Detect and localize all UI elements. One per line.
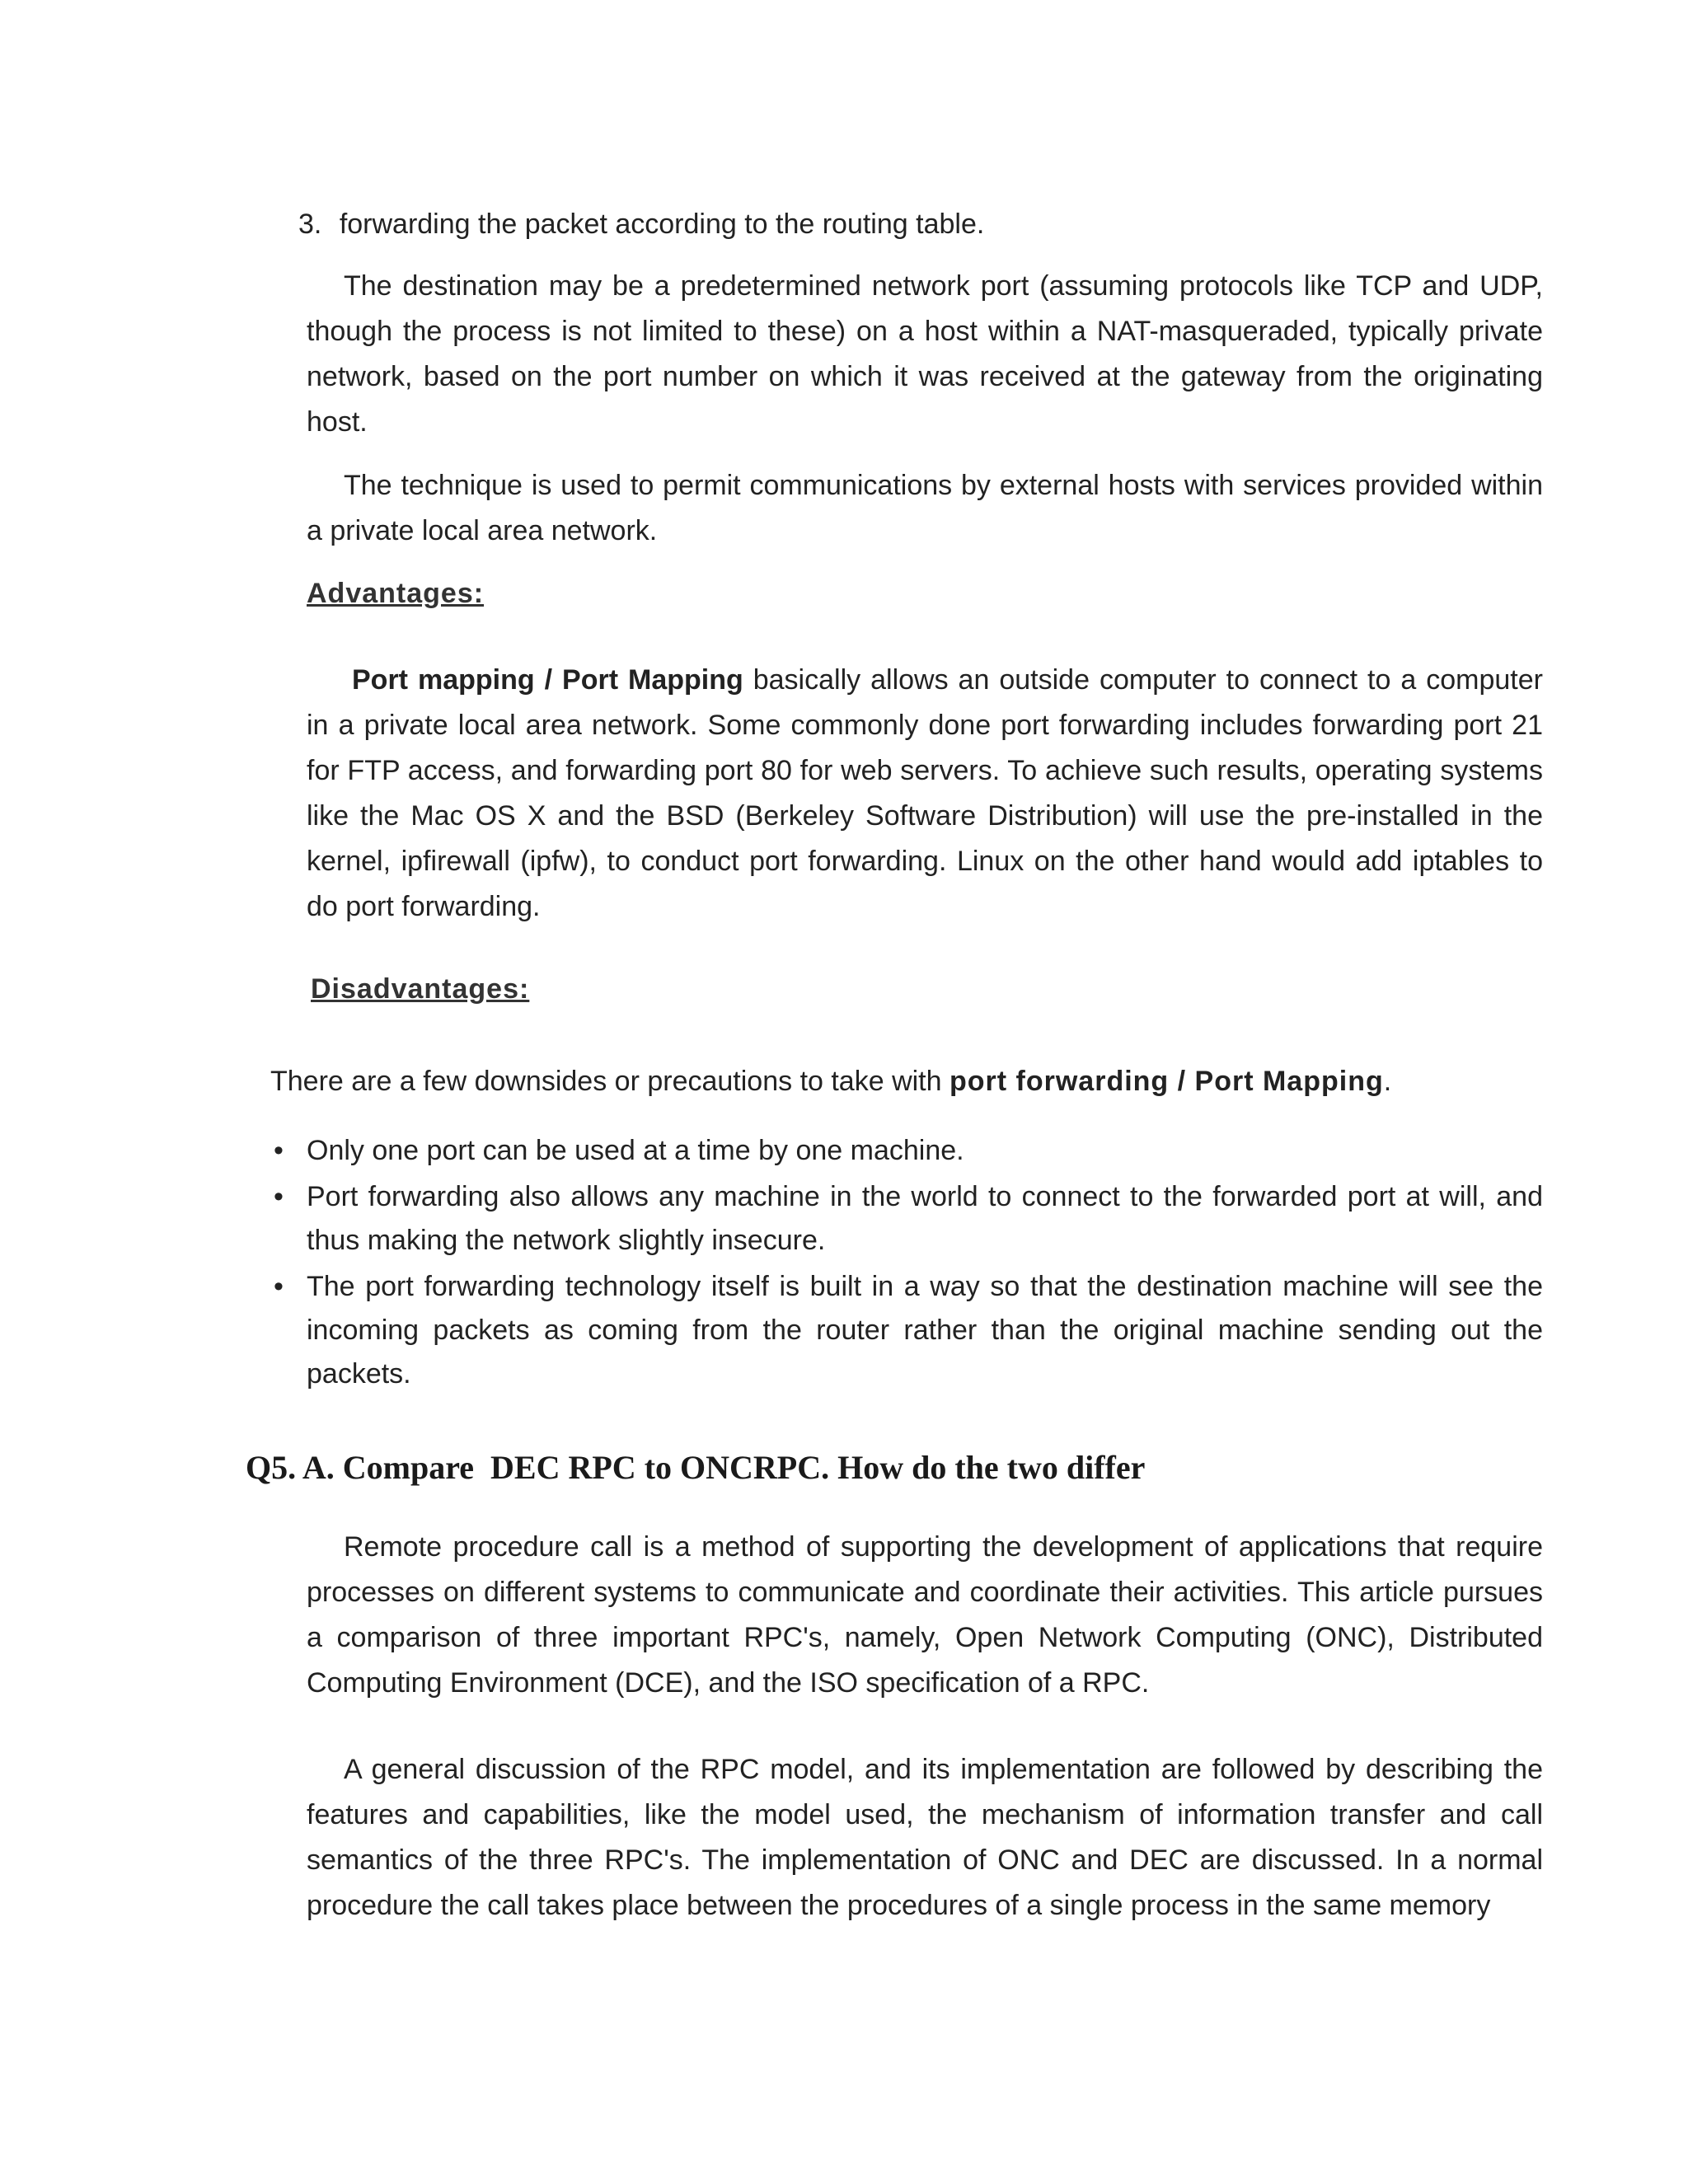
- list-item: [274, 1175, 1543, 1263]
- bullet-icon: •: [274, 1181, 284, 1212]
- bullet-icon: •: [274, 1271, 284, 1302]
- advantages-paragraph: [307, 658, 1543, 930]
- list-number: 3.: [298, 209, 322, 240]
- q5-paragraph-1: Remote procedure call is a method of supporting the development of applications that require processes on different systems to communicate and coordinate their activities. This article pursues a comparison of three important RPC's, namely, Open Network Computing (ONC), Distributed Computing Environment (DCE), and the ISO specification of a RPC.: [307, 1531, 1543, 1699]
- advantages-body: basically allows an outside computer to connect to a computer in a private local area network. Some commonly done port forwarding includes forwarding port 21 for FTP access, and forwarding port 80 for web servers. To achieve such results, operating systems like the Mac OS X and the BSD (Berkeley Software Distribution) will use the pre-installed in the kernel, ipfirewall (ipfw), to conduct port forwarding. Linux on the other hand would add iptables to do port forwarding.: [307, 664, 1543, 922]
- disadvantages-list: [274, 1129, 1543, 1399]
- q5-paragraph-2: A general discussion of the RPC model, and its implementation are followed by describing the features and capabilities, like the model used, the mechanism of information transfer and call semantics of the three RPC's. The implementation of ONC and DEC are discussed. In a normal procedure the call takes place between the procedures of a single process in the same memory: [307, 1754, 1543, 1921]
- list-item-text: The port forwarding technology itself is built in a way so that the destination machine will see the incoming packets as coming from the router rather than the original machine sending out the packets.: [307, 1271, 1543, 1390]
- list-item-text: forwarding the packet according to the routing table.: [339, 209, 985, 240]
- list-item-text: Only one port can be used at a time by one machine.: [307, 1135, 964, 1166]
- list-item-text: Port forwarding also allows any machine in the world to connect to the forwarded port at will, and thus making the network slightly insecure.: [307, 1181, 1543, 1256]
- question-heading: Q5. A. Compare DEC RPC to ONCRPC. How do the two differ: [246, 1449, 1146, 1486]
- list-item: [274, 1129, 1543, 1173]
- advantages-heading: Advantages:: [307, 578, 485, 609]
- disadvantages-heading: Disadvantages:: [311, 973, 530, 1005]
- bullet-icon: •: [274, 1135, 284, 1166]
- list-item: [274, 1265, 1543, 1396]
- disadvantages-intro-text: There are a few downsides or precautions to take with: [270, 1066, 950, 1097]
- paragraph-destination: The destination may be a predetermined network port (assuming protocols like TCP and UDP, though the process is not limited to these) on a host within a NAT-masqueraded, typically private network, based on the port number on which it was received at the gateway from the originating host.: [307, 270, 1543, 438]
- advantages-lead: Port mapping / Port Mapping: [352, 664, 743, 696]
- disadvantages-intro-end: .: [1383, 1066, 1392, 1097]
- numbered-list-item: [298, 208, 984, 241]
- paragraph-technique: The technique is used to permit communications by external hosts with services provided within a private local area network.: [307, 470, 1543, 546]
- disadvantages-intro: [270, 1065, 1391, 1098]
- disadvantages-intro-bold: port forwarding / Port Mapping: [950, 1066, 1384, 1097]
